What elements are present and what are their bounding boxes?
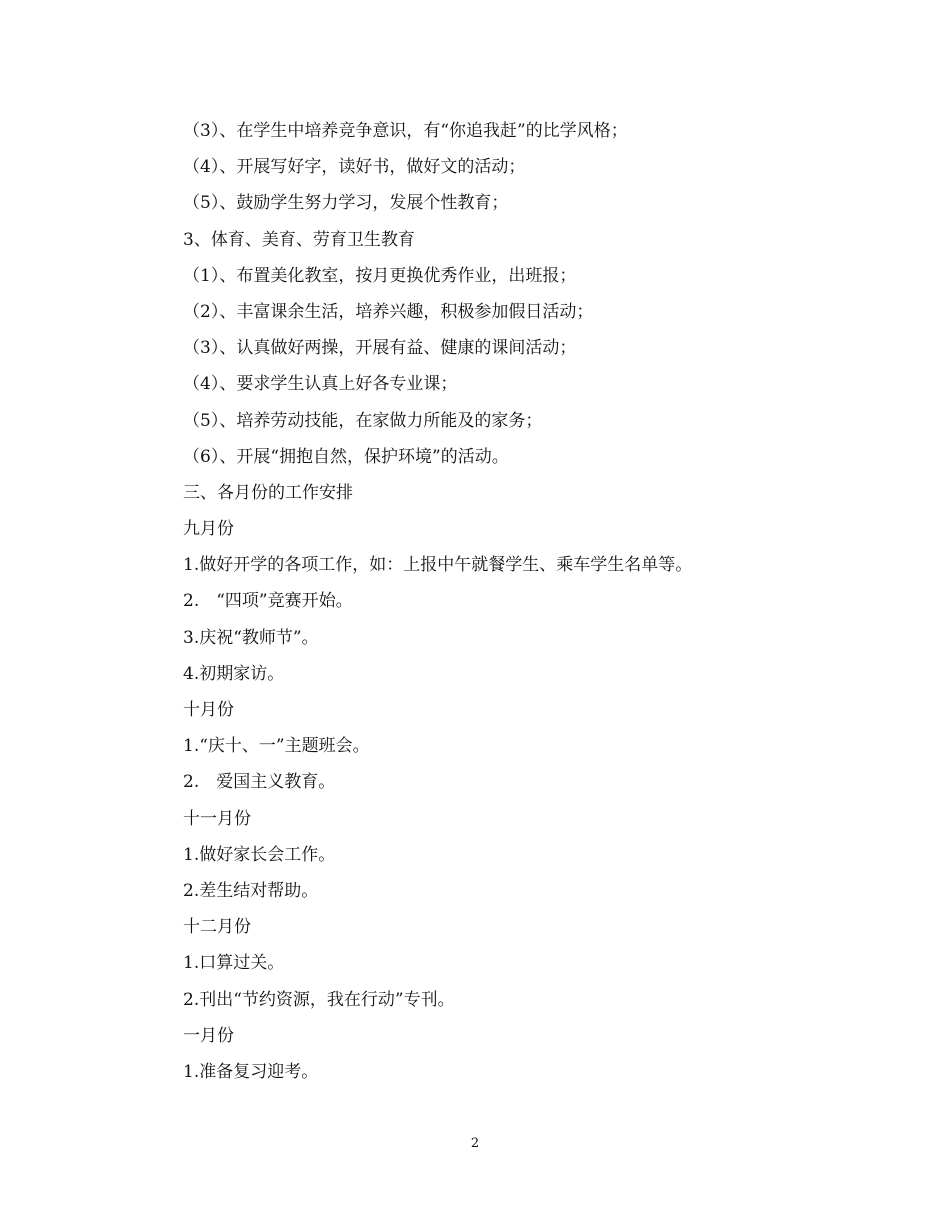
text-line: （5）、鼓励学生努力学习，发展个性教育； bbox=[183, 193, 509, 214]
text-line: （5）、培养劳动技能，在家做力所能及的家务； bbox=[183, 410, 543, 431]
text-line: 2.差生结对帮助。 bbox=[183, 880, 319, 901]
text-line: （3）、认真做好两操，开展有益、健康的课间活动； bbox=[183, 338, 577, 359]
text-line: 1.准备复习迎考。 bbox=[183, 1061, 319, 1082]
month-heading: 十二月份 bbox=[183, 917, 251, 938]
section-heading: 三、各月份的工作安排 bbox=[183, 482, 353, 503]
text-line: （4）、开展写好字，读好书，做好文的活动； bbox=[183, 157, 526, 178]
document-body bbox=[183, 117, 783, 1094]
text-line: （4）、要求学生认真上好各专业课； bbox=[183, 374, 458, 395]
section-heading: 3、体育、美育、劳育卫生教育 bbox=[183, 229, 415, 250]
text-line: 1.做好家长会工作。 bbox=[183, 844, 336, 865]
text-line: 2.刊出“节约资源，我在行动”专刊。 bbox=[183, 989, 455, 1010]
month-heading: 九月份 bbox=[183, 519, 234, 540]
text-line: （6）、开展“拥抱自然，保护环境”的活动。 bbox=[183, 446, 509, 467]
text-line: （2）、丰富课余生活，培养兴趣，积极参加假日活动； bbox=[183, 301, 594, 322]
text-line: 2. “四项”竞赛开始。 bbox=[183, 591, 353, 612]
month-heading: 一月份 bbox=[183, 1025, 234, 1046]
page-number: 2 bbox=[470, 1136, 480, 1151]
month-heading: 十一月份 bbox=[183, 808, 251, 829]
text-line: 2. 爱国主义教育。 bbox=[183, 772, 336, 793]
text-line: 1.做好开学的各项工作，如：上报中午就餐学生、乘车学生名单等。 bbox=[183, 555, 693, 576]
text-line: 1.“庆十、一”主题班会。 bbox=[183, 736, 370, 757]
text-line: 3.庆祝“教师节”。 bbox=[183, 627, 319, 648]
text-line: （1）、布置美化教室，按月更换优秀作业，出班报； bbox=[183, 265, 577, 286]
text-line: （3）、在学生中培养竞争意识，有“你追我赶”的比学风格； bbox=[183, 121, 628, 141]
text-line: 4.初期家访。 bbox=[183, 663, 285, 684]
text-line: 1.口算过关。 bbox=[183, 953, 285, 974]
month-heading: 十月份 bbox=[183, 700, 234, 720]
